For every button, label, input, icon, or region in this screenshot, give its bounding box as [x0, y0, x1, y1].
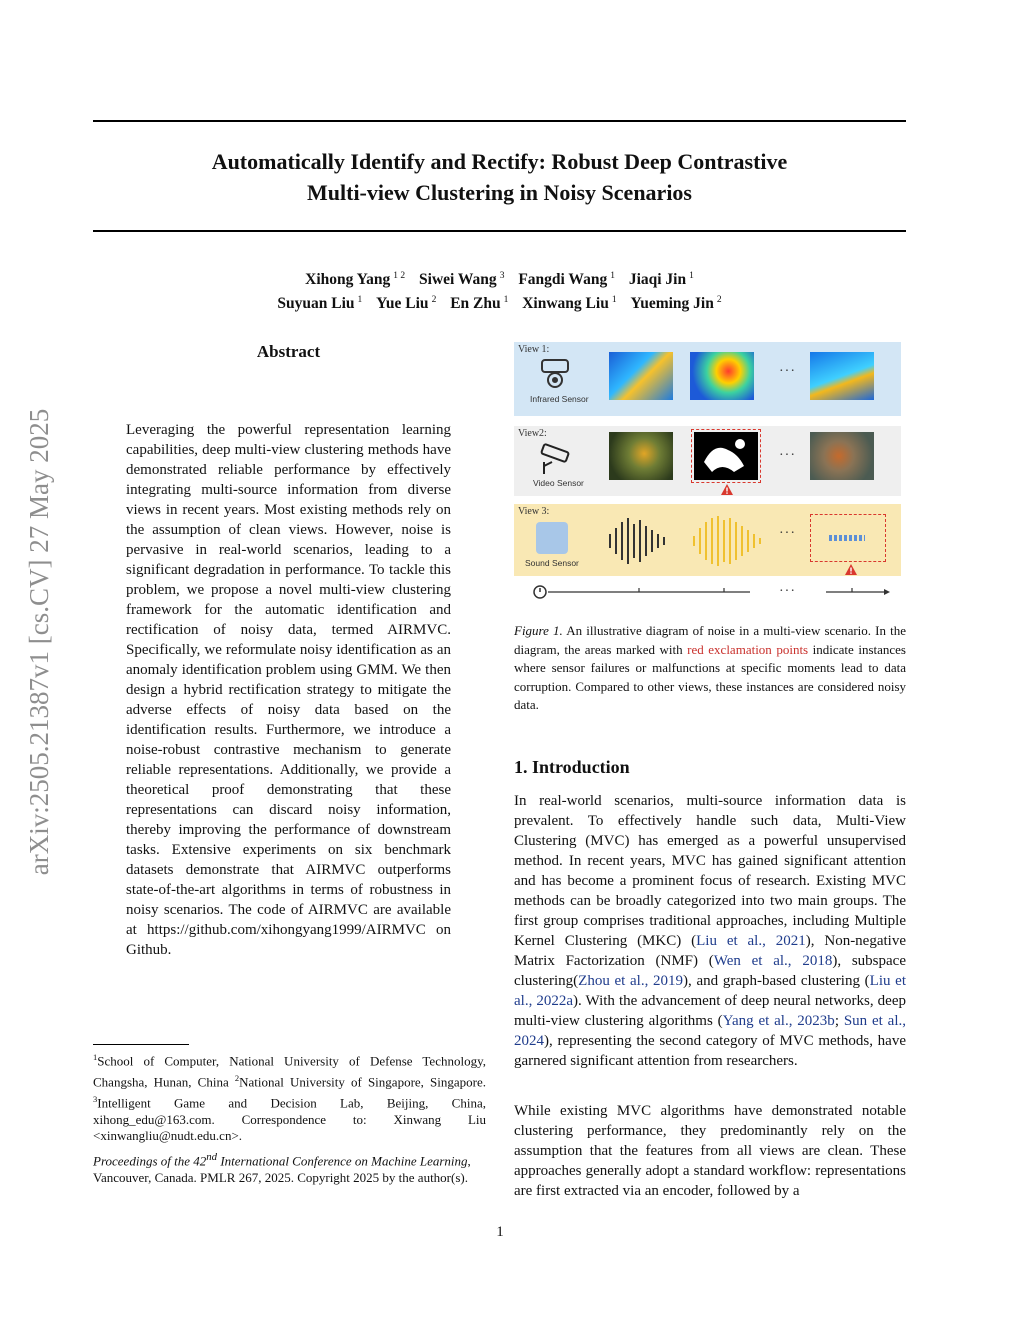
- infrared-bird-image-3: [810, 352, 874, 400]
- citation-link[interactable]: Yang et al., 2023b: [722, 1013, 835, 1029]
- citation-link[interactable]: Liu et al., 2021: [696, 933, 806, 949]
- alert-icon: [845, 564, 857, 575]
- view2-panel: [514, 426, 901, 496]
- citation-link[interactable]: Sun et al., 2024: [514, 1013, 906, 1049]
- author: Fangdi Wang $^1$: [518, 271, 615, 289]
- author: Xihong Yang $^{1 2}$: [305, 271, 406, 289]
- author-list: [93, 266, 906, 314]
- timeline: [514, 580, 906, 604]
- author: Xinwang Liu $^1$: [522, 295, 617, 313]
- intro-paragraph-1: In real-world scenarios, multi-source information data is prevalent. To effectively handle such data, Multi-View Clustering (MVC) has emerged as a powerful unsupervised method. In recent years, MVC has gained significant attention and has become a prominent focus of research. Existing MVC methods can be broadly categorized into two main groups. The first group comprises traditional approaches, including Multiple Kernel Clustering (MKC) (Liu et al., 2021), Non-negative Matrix Factorization (NMF) (Wen et al., 2018), subspace clustering(Zhou et al., 2019), and graph-based clustering (Liu et al., 2022a). With the advancement of deep neural networks, deep multi-view clustering algorithms (Yang et al., 2023b; Sun et al., 2024), representing the second category of MVC methods, have garnered significant attention from researchers.: [514, 793, 906, 1069]
- arxiv-id: arXiv:2505.21387v1 [cs.CV] 27 May 2025: [24, 408, 54, 876]
- video-bird-image-2: [810, 432, 874, 480]
- author-row-2: [93, 290, 906, 314]
- abstract-text: Leveraging the powerful representation learning capabilities, deep multi-view clustering methods have demonstrated reliable performance by effectively integrating multi-source information from diverse views in recent years. Most existing methods rely on the assumption of clean views. However, noise is pervasive in real-world scenarios, leading to a significant degradation in performance. To tackle this problem, we propose a novel multi-view clustering framework for the automatic identification and rectification of noisy data, termed AIRMVC. Specifically, we reformulate noisy identification as an anomaly identification problem using GMM. We then design a hybrid rectification strategy to mitigate the adverse effects of noisy data based on the identification results. Furthermore, we introduce a noise-robust contrastive mechanism to generate reliable representations. Additionally, we provide a theoretical proof demonstrating that these representations can discard noisy information, thereby improving the performance of downstream tasks. Extensive experiments on six benchmark datasets demonstrate that AIRMVC outperforms state-of-the-art algorithms in terms of robustness in noisy scenarios. The code of AIRMVC are available at https://github.com/xihongyang1999/AIRMVC on Github.: [126, 422, 451, 958]
- weak-signal-marks: [829, 535, 865, 541]
- noisy-sound-frame: [810, 514, 886, 562]
- author: Siwei Wang $^3$: [419, 271, 505, 289]
- waveform-1: [606, 516, 672, 566]
- author: Jiaqi Jin $^1$: [628, 271, 694, 289]
- affiliations-footnote: $^1$School of Computer, National University of Defense Technology, Changsha, Hunan, China $^2$National University of Singapore, Singapore. $^3$Intelligent Game and Decision Lab, Beijing, China, xihong_edu@163.com. Correspondence to: Xinwang Liu <xinwangliu@nudt.edu.cn>.: [93, 1052, 486, 1144]
- noise-mask-image: [694, 432, 758, 480]
- author: Yueming Jin $^2$: [630, 295, 722, 313]
- figure-1: [514, 342, 906, 604]
- page-number: 1: [496, 1224, 504, 1240]
- ellipsis: ···: [779, 448, 796, 463]
- author-row-1: [93, 266, 906, 290]
- waveform-2: [690, 514, 766, 568]
- cctv-icon: [538, 442, 576, 476]
- view3-panel: [514, 504, 901, 576]
- alert-icon: [721, 484, 733, 495]
- video-bird-image-1: [609, 432, 673, 480]
- video-sensor-label: Video Sensor: [533, 478, 584, 488]
- author: Yue Liu $^2$: [376, 295, 437, 313]
- top-rule: [93, 120, 906, 122]
- infrared-bird-image-1: [609, 352, 673, 400]
- title-bottom-rule: [93, 230, 906, 232]
- infrared-bird-image-2: [690, 352, 754, 400]
- citation-link[interactable]: Wen et al., 2018: [713, 953, 833, 969]
- view3-label: View 3:: [518, 506, 550, 517]
- ellipsis: ···: [779, 364, 796, 379]
- author: En Zhu $^1$: [450, 295, 509, 313]
- ellipsis: ···: [779, 584, 796, 599]
- view1-label: View 1:: [518, 344, 550, 355]
- footnote-rule: [93, 1044, 189, 1045]
- sound-sensor-label: Sound Sensor: [525, 558, 579, 568]
- abstract-heading: Abstract: [256, 342, 321, 361]
- title-line-2: Multi-view Clustering in Noisy Scenarios: [307, 180, 692, 205]
- citation-link[interactable]: Liu et al., 2022a: [514, 973, 906, 1009]
- view2-label: View2:: [518, 428, 547, 439]
- infrared-sensor-label: Infrared Sensor: [530, 394, 589, 404]
- noisy-video-frame: [694, 432, 758, 480]
- citation-link[interactable]: Zhou et al., 2019: [578, 973, 684, 989]
- arxiv-stamp: [10, 345, 68, 940]
- author: Suyuan Liu $^1$: [277, 295, 363, 313]
- ellipsis: ···: [779, 526, 796, 541]
- title-line-1: Automatically Identify and Rectify: Robust Deep Contrastive: [211, 149, 788, 174]
- sound-sensor-icon: [536, 522, 568, 554]
- view1-panel: [514, 342, 901, 416]
- section-heading-introduction: 1. Introduction: [514, 757, 630, 777]
- figure-caption: Figure 1. An illustrative diagram of noise in a multi-view scenario. In the diagram, the areas marked with red exclamation points indicate instances where sensor failures or malfunctions at specific moments lead to data corruption. Compared to other views, these instances are considered noisy data.: [514, 623, 906, 713]
- camera-icon: [538, 356, 574, 392]
- conference-note: Proceedings of the 42nd International Conference on Machine Learning, Vancouver, Canada. PMLR 267, 2025. Copyright 2025 by the author(s).: [93, 1151, 471, 1185]
- paper-title: [93, 146, 906, 208]
- intro-paragraph-2: While existing MVC algorithms have demonstrated notable clustering performance, they predominantly rely on the assumption that the features from all views are clean. These approaches generally adopt a standard workflow: representations are first extracted via an encoder, followed by a: [514, 1103, 906, 1199]
